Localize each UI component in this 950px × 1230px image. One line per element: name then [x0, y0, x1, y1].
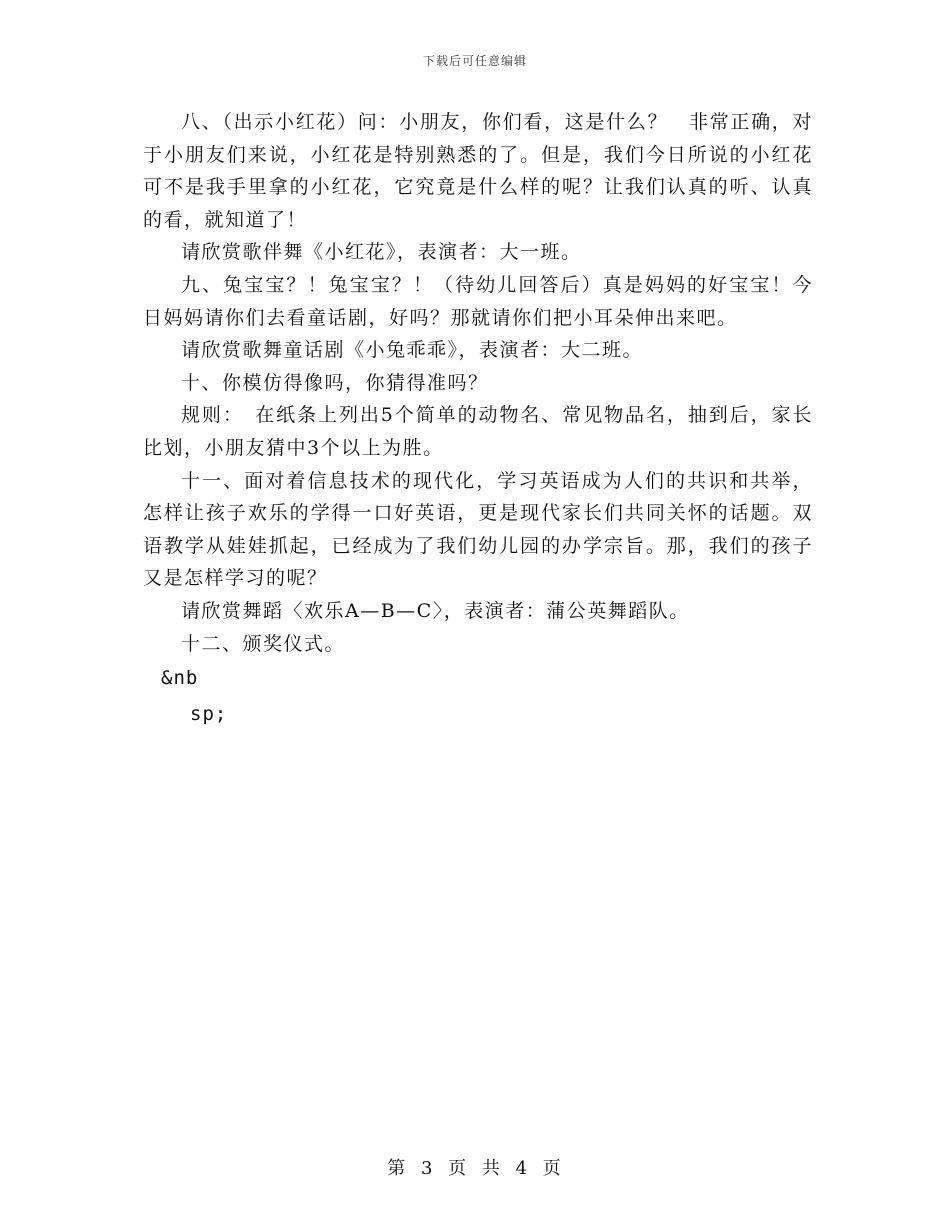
- paragraph-performance-little-rabbit: 请欣赏歌舞童话剧《小兔乖乖》，表演者：大二班。: [181, 339, 644, 362]
- page-header: 下载后可任意编辑: [422, 54, 527, 68]
- document-body: [143, 106, 813, 660]
- stray-entity-fragment-2: sp;: [190, 703, 228, 725]
- paragraph-performance-little-red-flower: 请欣赏歌伴舞《小红花》，表演者：大一班。: [181, 241, 582, 264]
- paragraph-eight: 八、（出示小红花）问：小朋友，你们看，这是什么？ 非常正确，对于小朋友们来说，小红花是特别熟悉的了。但是，我们今日所说的小红花可不是我手里拿的小红花，它究竟是什么样的呢？让我们认真的听、认真的看，就知道了！: [143, 111, 813, 231]
- paragraph-performance-happy-abc: 请欣赏舞蹈〈欢乐A—B—C〉，表演者：蒲公英舞蹈队。: [181, 599, 690, 622]
- paragraph-rules: 规则： 在纸条上列出5个简单的动物名、常见物品名，抽到后，家长比划，小朋友猜中3个以上为胜。: [143, 404, 813, 459]
- page-number-footer: 第 3 页 共 4 页: [387, 1158, 563, 1179]
- paragraph-nine: 九、兔宝宝？！兔宝宝？！（待幼儿回答后）真是妈妈的好宝宝！今日妈妈请你们去看童话剧，好吗？那就请你们把小耳朵伸出来吧。: [143, 273, 813, 329]
- stray-entity-fragment-1: &nb: [161, 667, 199, 689]
- paragraph-eleven: 十一、面对着信息技术的现代化，学习英语成为人们的共识和共举，怎样让孩子欢乐的学得一口好英语，更是现代家长们共同关怀的话题。双语教学从娃娃抓起，已经成为了我们幼儿园的办学宗旨。那，我们的孩子又是怎样学习的呢？: [143, 469, 813, 590]
- paragraph-ten: 十、你模仿得像吗，你猜得准吗？: [181, 371, 489, 394]
- paragraph-twelve: 十二、颁奖仪式。: [181, 632, 346, 655]
